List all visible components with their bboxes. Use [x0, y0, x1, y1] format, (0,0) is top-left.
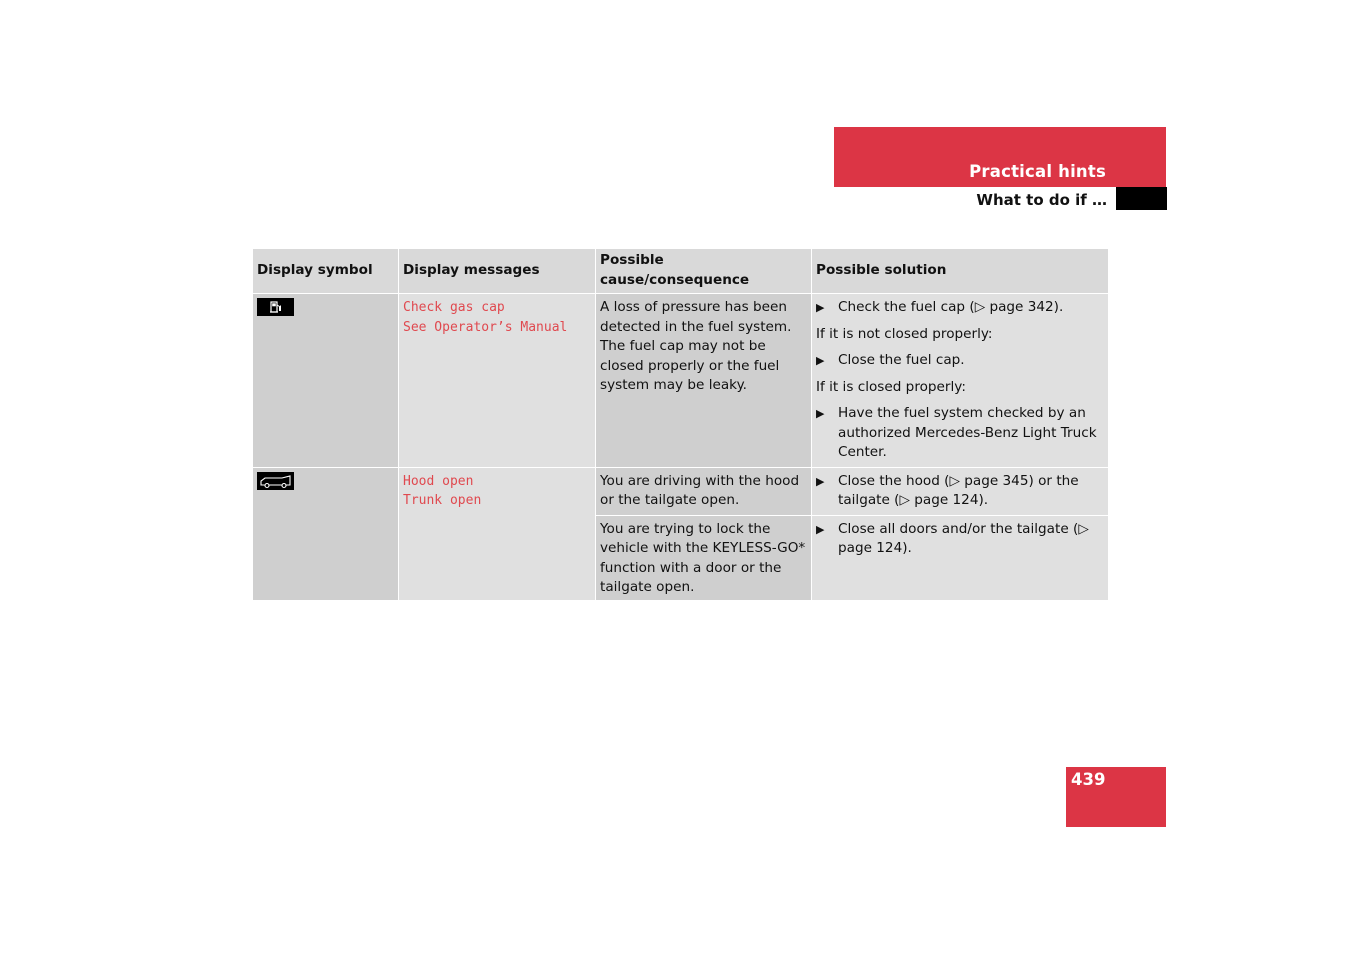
solution-condition: If it is not closed properly:: [816, 325, 993, 342]
solution-cell: [812, 294, 1108, 468]
solution-step: ▶ Close the hood (▷ page 345) or the tailgate (▷ page 124).: [816, 472, 1104, 511]
display-message: See Operator’s Manual: [403, 319, 568, 335]
solution-cell: [812, 515, 1108, 600]
display-message: Trunk open: [403, 493, 482, 508]
bullet-arrow-icon: ▶: [816, 407, 825, 420]
cause-cell: You are driving with the hood or the tailgate open.: [596, 467, 812, 515]
table-header-row: [253, 249, 1108, 294]
bullet-arrow-icon: ▶: [816, 301, 825, 314]
column-header: Possible solution: [812, 249, 1108, 294]
cause-cell: You are trying to lock the vehicle with the KEYLESS-GO* function with a door or the tailgate open.: [596, 515, 812, 600]
section-title: Practical hints: [969, 162, 1106, 181]
display-message: Hood open: [403, 473, 474, 489]
bullet-arrow-icon: ▶: [816, 474, 825, 488]
message-cell: [399, 294, 596, 468]
fuel-pump-icon: [257, 298, 294, 316]
subsection-title: What to do if …: [976, 191, 1107, 209]
section-tab: [834, 127, 1166, 187]
page-number: 439: [1071, 770, 1106, 789]
display-messages-table: [252, 249, 1108, 601]
column-header: Possible cause/consequence: [596, 249, 812, 294]
bullet-arrow-icon: ▶: [816, 354, 825, 367]
column-header: Display messages: [399, 249, 596, 294]
symbol-cell: [253, 294, 399, 468]
solution-step: ▶ Close all doors and/or the tailgate (▷ page 124).: [816, 520, 1104, 559]
page-number-tab: [1066, 767, 1166, 827]
solution-step: ▶ Check the fuel cap (▷ page 342).: [816, 298, 1104, 318]
table-row: [253, 294, 1108, 468]
table-row: [253, 467, 1108, 515]
bullet-arrow-icon: ▶: [816, 522, 825, 536]
message-cell: [399, 467, 596, 600]
vehicle-open-icon: [257, 472, 294, 490]
solution-step: ▶ Have the fuel system checked by an authorized Mercedes-Benz Light Truck Center.: [816, 404, 1104, 463]
display-message: Check gas cap: [403, 300, 505, 315]
solution-step: ▶ Close the fuel cap.: [816, 351, 1104, 371]
column-header: Display symbol: [253, 249, 399, 294]
symbol-cell: [253, 467, 399, 600]
cause-cell: A loss of pressure has been detected in the fuel system. The fuel cap may not be closed properly or the fuel system may be leaky.: [596, 294, 812, 468]
subsection-marker: [1116, 187, 1167, 210]
solution-condition: If it is closed properly:: [816, 378, 966, 395]
solution-cell: [812, 467, 1108, 515]
